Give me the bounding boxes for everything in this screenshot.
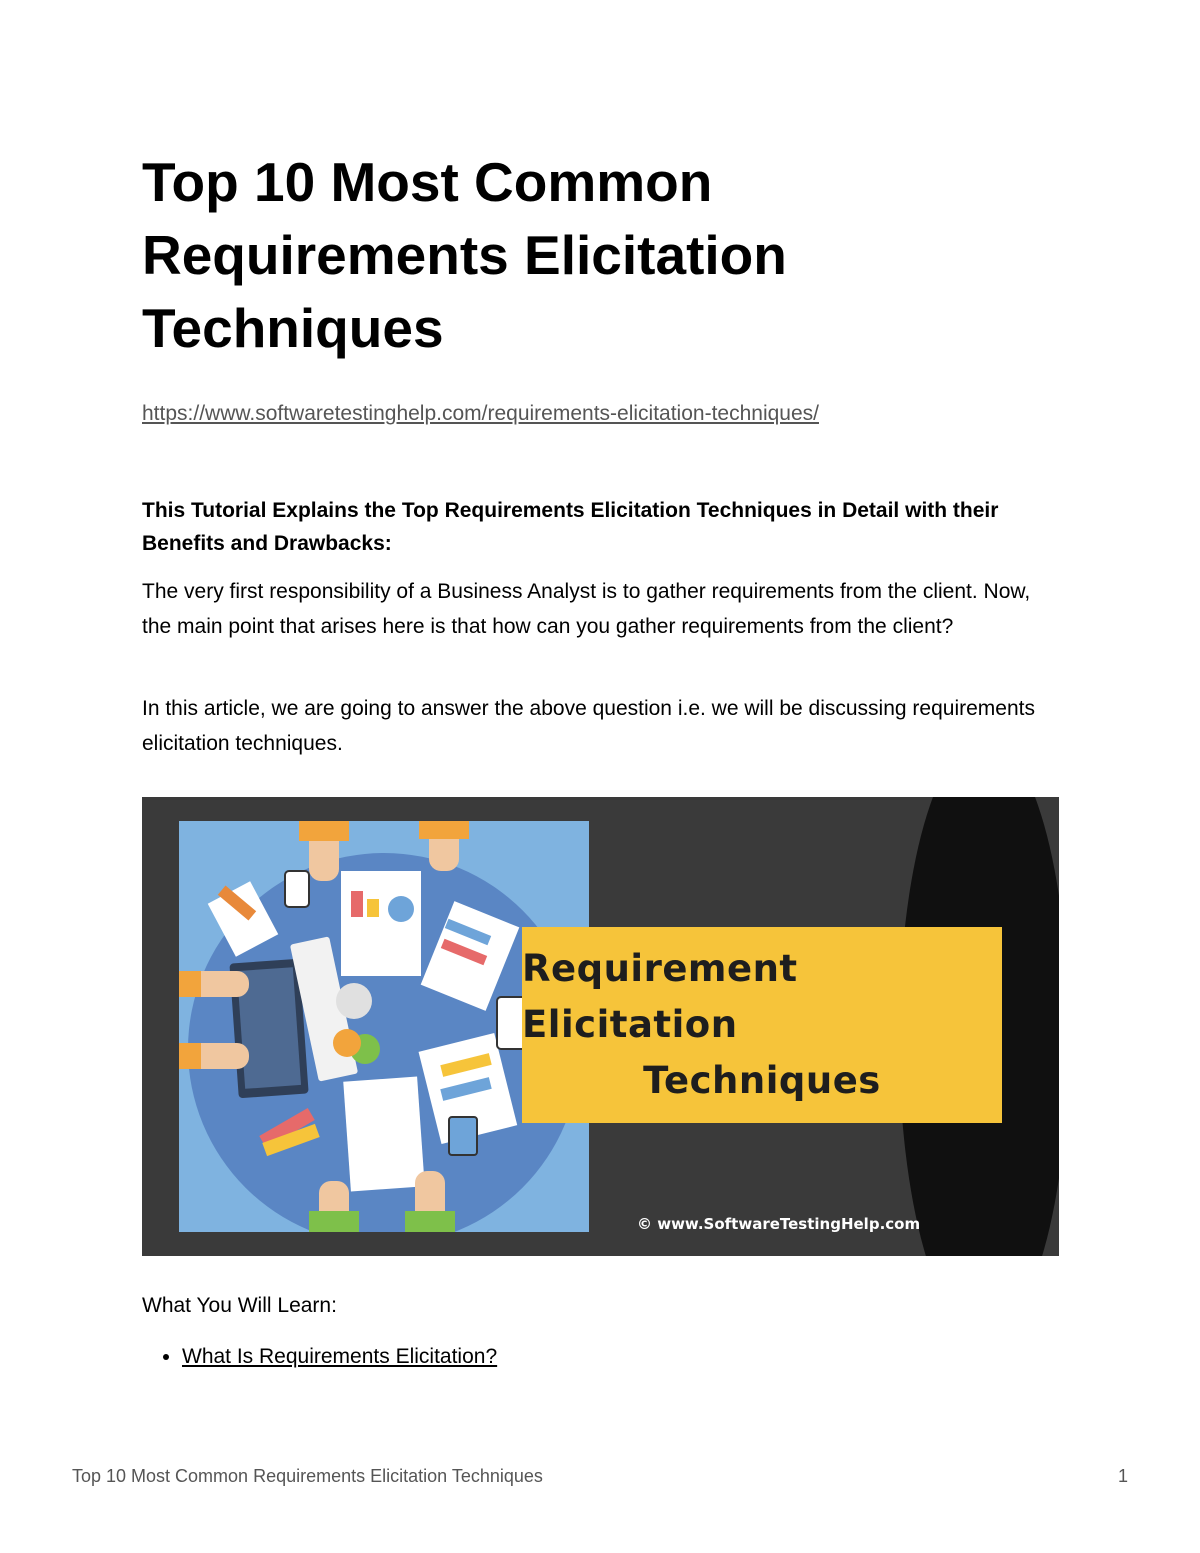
title-line-3: Techniques bbox=[142, 297, 444, 359]
title-line-2: Requirements Elicitation bbox=[142, 224, 787, 286]
footer-title: Top 10 Most Common Requirements Elicitation Techniques bbox=[72, 1466, 543, 1486]
banner-image bbox=[142, 797, 1059, 1256]
banner-title-box bbox=[522, 927, 1002, 1123]
banner-credit: © www.SoftwareTestingHelp.com bbox=[637, 1215, 921, 1233]
source-link[interactable]: https://www.softwaretestinghelp.com/requirements-elicitation-techniques/ bbox=[142, 402, 819, 425]
page-number: 1 bbox=[1118, 1466, 1129, 1486]
lead-paragraph: This Tutorial Explains the Top Requirements Elicitation Techniques in Detail with their Benefits and Drawbacks: bbox=[142, 499, 999, 555]
title-line-1: Top 10 Most Common bbox=[142, 151, 713, 213]
learn-heading: What You Will Learn: bbox=[142, 1294, 337, 1317]
intro-paragraph: The very first responsibility of a Business Analyst is to gather requirements from the client. Now, the main point that arises here is that how can you gather requirements from the client? bbox=[142, 580, 1031, 638]
banner-title-line-2: Techniques bbox=[643, 1059, 881, 1102]
page-title bbox=[142, 146, 1102, 365]
toc-item bbox=[182, 1345, 497, 1369]
banner-title-line-1: Requirement Elicitation bbox=[522, 947, 798, 1046]
toc-link-requirements-elicitation[interactable]: What Is Requirements Elicitation? bbox=[182, 1345, 498, 1368]
article-paragraph: In this article, we are going to answer the above question i.e. we will be discussing requirements elicitation techniques. bbox=[142, 697, 1035, 755]
toc-list bbox=[160, 1345, 497, 1369]
